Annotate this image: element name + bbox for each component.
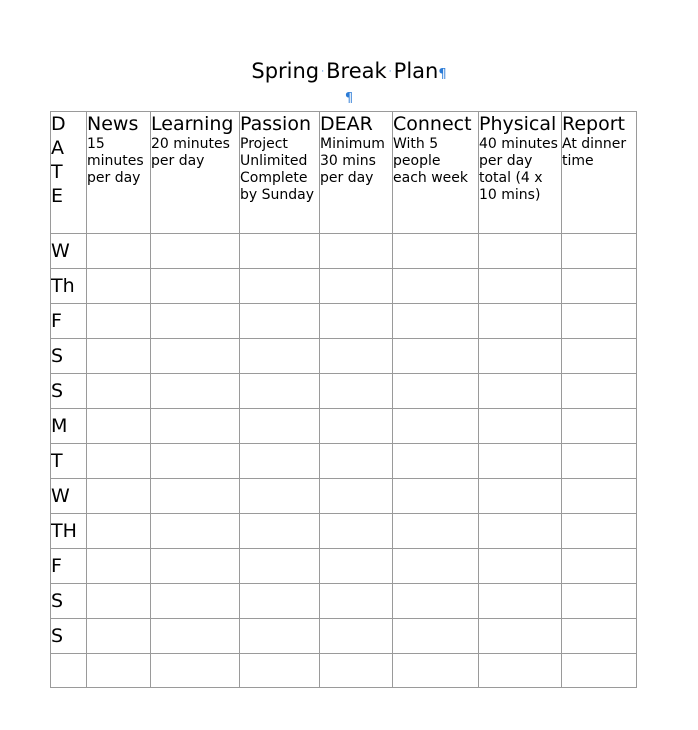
table-row (51, 304, 637, 339)
entry-cell[interactable] (320, 409, 393, 444)
entry-cell[interactable] (240, 514, 320, 549)
entry-cell[interactable] (320, 619, 393, 654)
entry-cell[interactable] (240, 619, 320, 654)
day-cell[interactable]: S (51, 584, 87, 619)
day-cell[interactable] (51, 654, 87, 688)
entry-cell[interactable] (393, 619, 479, 654)
day-cell[interactable]: S (51, 374, 87, 409)
day-cell[interactable]: T (51, 444, 87, 479)
entry-cell[interactable] (562, 479, 637, 514)
entry-cell[interactable] (240, 549, 320, 584)
column-name: DEAR (320, 113, 373, 135)
entry-cell[interactable] (479, 444, 562, 479)
entry-cell[interactable] (393, 514, 479, 549)
entry-cell[interactable] (240, 409, 320, 444)
column-name: Report (562, 113, 625, 135)
entry-cell[interactable] (87, 304, 151, 339)
entry-cell[interactable] (479, 514, 562, 549)
title-word-2: Break (326, 59, 387, 83)
entry-cell[interactable] (479, 269, 562, 304)
day-cell[interactable]: Th (51, 269, 87, 304)
entry-cell[interactable] (240, 654, 320, 688)
day-cell[interactable]: S (51, 619, 87, 654)
table-row (51, 444, 637, 479)
date-letter: D (51, 113, 66, 135)
entry-cell[interactable] (240, 339, 320, 374)
entry-cell[interactable] (320, 514, 393, 549)
entry-cell[interactable] (479, 584, 562, 619)
document-title (0, 57, 698, 89)
column-header-report[interactable] (562, 112, 637, 234)
space-marker-1: · (321, 67, 325, 77)
entry-cell[interactable] (151, 374, 240, 409)
column-detail: 15 minutes per day (87, 136, 144, 186)
entry-cell[interactable] (320, 269, 393, 304)
entry-cell[interactable] (151, 339, 240, 374)
entry-cell[interactable] (320, 479, 393, 514)
column-name: Learning (151, 113, 234, 135)
entry-cell[interactable] (479, 374, 562, 409)
column-name: Connect (393, 113, 472, 135)
entry-cell[interactable] (479, 549, 562, 584)
entry-cell[interactable] (240, 269, 320, 304)
entry-cell[interactable] (562, 444, 637, 479)
day-cell[interactable]: TH (51, 514, 87, 549)
entry-cell[interactable] (562, 374, 637, 409)
entry-cell[interactable] (151, 409, 240, 444)
table-row (51, 654, 637, 688)
entry-cell[interactable] (393, 339, 479, 374)
column-detail: Minimum 30 mins per day (320, 136, 385, 186)
entry-cell[interactable] (87, 374, 151, 409)
entry-cell[interactable] (479, 234, 562, 269)
entry-cell[interactable] (87, 269, 151, 304)
column-name: Passion (240, 113, 311, 135)
entry-cell[interactable] (393, 479, 479, 514)
day-cell[interactable]: F (51, 549, 87, 584)
entry-cell[interactable] (320, 444, 393, 479)
column-name: Physical (479, 113, 557, 135)
entry-cell[interactable] (87, 549, 151, 584)
entry-cell[interactable] (562, 304, 637, 339)
entry-cell[interactable] (320, 339, 393, 374)
table-row (51, 269, 637, 304)
entry-cell[interactable] (393, 444, 479, 479)
entry-cell[interactable] (393, 549, 479, 584)
column-header-physical[interactable] (479, 112, 562, 234)
column-header-passion[interactable] (240, 112, 320, 234)
date-letter: A (51, 137, 64, 159)
day-cell[interactable]: S (51, 339, 87, 374)
entry-cell[interactable] (87, 479, 151, 514)
entry-cell[interactable] (151, 304, 240, 339)
entry-cell[interactable] (562, 339, 637, 374)
entry-cell[interactable] (240, 234, 320, 269)
entry-cell[interactable] (562, 409, 637, 444)
entry-cell[interactable] (240, 374, 320, 409)
entry-cell[interactable] (393, 374, 479, 409)
table-row (51, 584, 637, 619)
entry-cell[interactable] (562, 234, 637, 269)
table-row (51, 549, 637, 584)
entry-cell[interactable] (479, 479, 562, 514)
space-marker-2: · (388, 67, 392, 77)
column-detail: With 5 people each week (393, 136, 468, 186)
entry-cell[interactable] (151, 444, 240, 479)
entry-cell[interactable] (151, 514, 240, 549)
entry-cell[interactable] (87, 339, 151, 374)
entry-cell[interactable] (320, 584, 393, 619)
entry-cell[interactable] (393, 234, 479, 269)
column-detail: 40 minutes per day total (4 x 10 mins) (479, 136, 558, 203)
entry-cell[interactable] (240, 584, 320, 619)
entry-cell[interactable] (562, 269, 637, 304)
entry-cell[interactable] (320, 549, 393, 584)
entry-cell[interactable] (87, 654, 151, 688)
table-row (51, 409, 637, 444)
paragraph-mark-icon: ¶ (344, 91, 354, 106)
entry-cell[interactable] (320, 304, 393, 339)
column-name: News (87, 113, 139, 135)
entry-cell[interactable] (151, 234, 240, 269)
entry-cell[interactable] (562, 584, 637, 619)
entry-cell[interactable] (479, 339, 562, 374)
entry-cell[interactable] (151, 619, 240, 654)
day-cell[interactable]: W (51, 479, 87, 514)
header-row (51, 112, 637, 234)
column-header-dear[interactable] (320, 112, 393, 234)
column-detail: At dinner time (562, 136, 627, 169)
entry-cell[interactable] (240, 479, 320, 514)
entry-cell[interactable] (393, 409, 479, 444)
entry-cell[interactable] (562, 654, 637, 688)
column-header-learning[interactable] (151, 112, 240, 234)
entry-cell[interactable] (562, 549, 637, 584)
day-cell[interactable]: W (51, 234, 87, 269)
entry-cell[interactable] (151, 549, 240, 584)
entry-cell[interactable] (479, 304, 562, 339)
entry-cell[interactable] (320, 234, 393, 269)
title-word-1: Spring (251, 59, 320, 83)
spring-break-plan-table (50, 111, 637, 688)
entry-cell[interactable] (240, 444, 320, 479)
table-row (51, 234, 637, 269)
entry-cell[interactable] (320, 374, 393, 409)
entry-cell[interactable] (87, 234, 151, 269)
entry-cell[interactable] (151, 479, 240, 514)
day-cell[interactable]: F (51, 304, 87, 339)
entry-cell[interactable] (87, 584, 151, 619)
entry-cell[interactable] (479, 654, 562, 688)
table-row (51, 479, 637, 514)
table-row (51, 374, 637, 409)
entry-cell[interactable] (393, 304, 479, 339)
column-header-connect[interactable] (393, 112, 479, 234)
entry-cell[interactable] (87, 514, 151, 549)
entry-cell[interactable] (151, 269, 240, 304)
table-row (51, 514, 637, 549)
entry-cell[interactable] (562, 514, 637, 549)
column-header-news[interactable] (87, 112, 151, 234)
entry-cell[interactable] (393, 654, 479, 688)
column-detail: 20 minutes per day (151, 136, 230, 169)
empty-paragraph (0, 88, 698, 108)
entry-cell[interactable] (479, 409, 562, 444)
entry-cell[interactable] (393, 584, 479, 619)
entry-cell[interactable] (151, 654, 240, 688)
entry-cell[interactable] (87, 409, 151, 444)
entry-cell[interactable] (479, 619, 562, 654)
entry-cell[interactable] (87, 444, 151, 479)
title-word-3: Plan (393, 59, 439, 83)
date-header[interactable] (51, 112, 87, 234)
day-cell[interactable]: M (51, 409, 87, 444)
date-letter: E (51, 185, 64, 207)
date-letter: T (51, 161, 63, 183)
column-detail: Project Unlimited Complete by Sunday (240, 136, 315, 203)
entry-cell[interactable] (320, 654, 393, 688)
table-row (51, 619, 637, 654)
table-row (51, 339, 637, 374)
entry-cell[interactable] (151, 584, 240, 619)
entry-cell[interactable] (393, 269, 479, 304)
entry-cell[interactable] (562, 619, 637, 654)
entry-cell[interactable] (87, 619, 151, 654)
entry-cell[interactable] (240, 304, 320, 339)
paragraph-mark-icon: ¶ (438, 67, 447, 82)
